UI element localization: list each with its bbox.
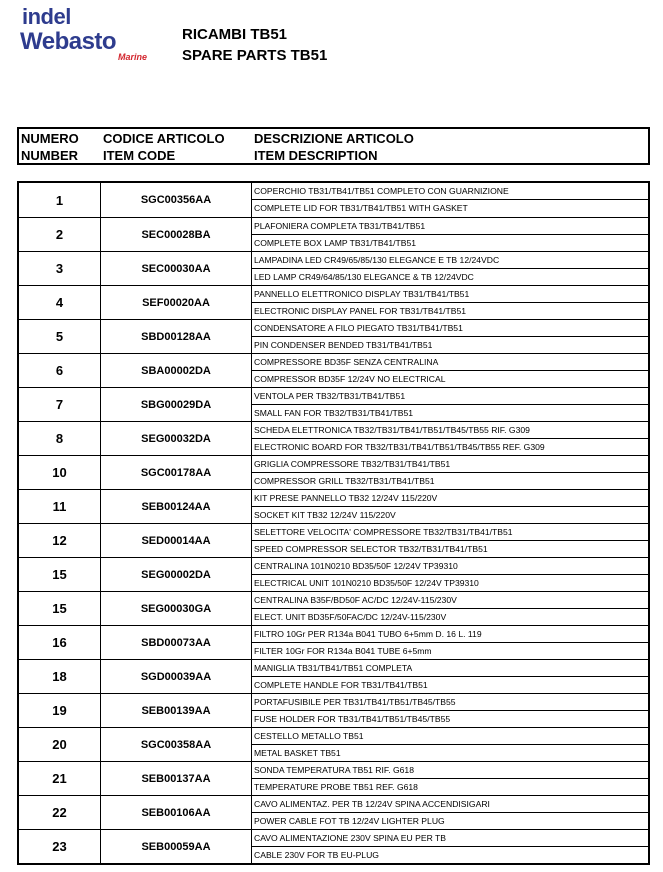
table-row [19,761,648,795]
item-code: SBA00002DA [100,354,252,387]
item-description [252,694,648,727]
description-english: ELECTRONIC BOARD FOR TB32/TB31/TB41/TB51/TB45/TB55 REF. G309 [254,442,545,452]
item-code: SEB00139AA [100,694,252,727]
part-number: 5 [55,329,64,344]
row-divider [252,506,648,507]
item-description [252,592,648,625]
description-italian: PANNELLO ELETTRONICO DISPLAY TB31/TB41/TB51 [254,289,470,299]
row-divider [252,778,648,779]
item-description [252,660,648,693]
description-italian: SELETTORE VELOCITA' COMPRESSORE TB32/TB31/TB41/TB51 [254,527,513,537]
part-number: 10 [52,465,67,480]
item-description [252,728,648,761]
item-code: SBD00073AA [100,626,252,659]
table-row [19,829,648,863]
description-italian: COPERCHIO TB31/TB41/TB51 COMPLETO CON GUARNIZIONE [254,186,509,196]
row-divider [252,404,648,405]
title-italian: RICAMBI TB51 [182,26,288,43]
item-description [252,830,648,863]
item-code: SEG00030GA [100,592,252,625]
item-description [252,183,648,217]
item-description [252,354,648,387]
description-italian: PORTAFUSIBILE PER TB31/TB41/TB51/TB45/TB55 [254,697,456,707]
part-number: 7 [55,397,64,412]
row-divider [252,199,648,200]
item-code: SGC00358AA [100,728,252,761]
item-description [252,286,648,319]
item-description [252,762,648,795]
row-divider [252,370,648,371]
description-italian: GRIGLIA COMPRESSORE TB32/TB31/TB41/TB51 [254,459,451,469]
item-code: SEB00059AA [100,830,252,863]
description-italian: CAVO ALIMENTAZ. PER TB 12/24V SPINA ACCENDISIGARI [254,799,490,809]
item-code: SEG00032DA [100,422,252,455]
row-divider [252,676,648,677]
part-number: 18 [52,669,67,684]
row-divider [252,438,648,439]
part-number: 15 [52,567,67,582]
part-number: 23 [52,839,67,854]
table-row [19,625,648,659]
part-number: 6 [55,363,64,378]
row-divider [252,608,648,609]
item-code: SEC00030AA [100,252,252,285]
item-description [252,796,648,829]
table-row [19,353,648,387]
row-divider [252,744,648,745]
description-italian: PLAFONIERA COMPLETA TB31/TB41/TB51 [254,221,426,231]
item-code: SEG00002DA [100,558,252,591]
row-divider [252,302,648,303]
logo-line1: indel [22,4,71,29]
item-description [252,456,648,489]
part-number: 15 [52,601,67,616]
part-number: 4 [55,295,64,310]
table-row [19,421,648,455]
item-description [252,422,648,455]
description-english: SPEED COMPRESSOR SELECTOR TB32/TB31/TB41/TB51 [254,544,488,554]
description-italian: SCHEDA ELETTRONICA TB32/TB31/TB41/TB51/TB45/TB55 RIF. G309 [254,425,530,435]
table-row [19,693,648,727]
item-code: SEB00124AA [100,490,252,523]
part-number: 2 [55,227,64,242]
title-english: SPARE PARTS TB51 [182,47,328,64]
item-description [252,558,648,591]
description-english: METAL BASKET TB51 [254,748,341,758]
description-italian: SONDA TEMPERATURA TB51 RIF. G618 [254,765,414,775]
description-italian: CAVO ALIMENTAZIONE 230V SPINA EU PER TB [254,833,446,843]
item-description [252,252,648,285]
header-code-it: CODICE ARTICOLO [103,131,225,146]
row-divider [252,846,648,847]
part-number: 21 [52,771,67,786]
table-row [19,217,648,251]
table-row [19,523,648,557]
item-code: SGD00039AA [100,660,252,693]
row-divider [252,234,648,235]
row-divider [252,472,648,473]
row-divider [252,642,648,643]
table-row [19,489,648,523]
description-italian: LAMPADINA LED CR49/65/85/130 ELEGANCE E TB 12/24VDC [254,255,500,265]
description-english: LED LAMP CR49/64/85/130 ELEGANCE & TB 12/24VDC [254,272,474,282]
table-row [19,659,648,693]
item-description [252,490,648,523]
item-code: SBD00128AA [100,320,252,353]
table-row [19,795,648,829]
item-description [252,524,648,557]
item-description [252,320,648,353]
row-divider [252,710,648,711]
item-code: SGC00178AA [100,456,252,489]
table-row [19,591,648,625]
description-italian: FILTRO 10Gr PER R134a B041 TUBO 6+5mm D. 16 L. 119 [254,629,482,639]
part-number: 11 [52,499,67,514]
description-english: COMPRESSOR BD35F 12/24V NO ELECTRICAL [254,374,446,384]
row-divider [252,336,648,337]
table-row [19,455,648,489]
description-english: SOCKET KIT TB32 12/24V 115/220V [254,510,396,520]
item-code: SEF00020AA [100,286,252,319]
row-divider [252,574,648,575]
description-english: COMPLETE BOX LAMP TB31/TB41/TB51 [254,238,417,248]
description-italian: CONDENSATORE A FILO PIEGATO TB31/TB41/TB51 [254,323,463,333]
item-code: SEB00137AA [100,762,252,795]
table-row [19,251,648,285]
table-row [19,319,648,353]
item-code: SEC00028BA [100,218,252,251]
description-english: COMPRESSOR GRILL TB32/TB31/TB41/TB51 [254,476,435,486]
header-desc-it: DESCRIZIONE ARTICOLO [254,131,414,146]
description-english: ELECT. UNIT BD35F/50FAC/DC 12/24V-115/230V [254,612,447,622]
column-header [17,127,650,165]
description-english: COMPLETE HANDLE FOR TB31/TB41/TB51 [254,680,428,690]
parts-table [17,181,650,865]
company-logo [20,6,155,64]
item-code: SBG00029DA [100,388,252,421]
description-italian: VENTOLA PER TB32/TB31/TB41/TB51 [254,391,406,401]
description-english: COMPLETE LID FOR TB31/TB41/TB51 WITH GASKET [254,203,468,213]
part-number: 22 [52,805,67,820]
part-number: 20 [52,737,67,752]
description-italian: MANIGLIA TB31/TB41/TB51 COMPLETA [254,663,413,673]
part-number: 8 [55,431,64,446]
description-italian: KIT PRESE PANNELLO TB32 12/24V 115/220V [254,493,438,503]
description-english: TEMPERATURE PROBE TB51 REF. G618 [254,782,418,792]
description-italian: COMPRESSORE BD35F SENZA CENTRALINA [254,357,439,367]
description-italian: CENTRALINA 101N0210 BD35/50F 12/24V TP39310 [254,561,458,571]
item-description [252,218,648,251]
row-divider [252,812,648,813]
item-code: SGC00356AA [100,183,252,217]
description-english: ELECTRONIC DISPLAY PANEL FOR TB31/TB41/TB51 [254,306,467,316]
table-row [19,727,648,761]
part-number: 16 [52,635,67,650]
header-number-it: NUMERO [21,131,79,146]
item-description [252,388,648,421]
table-row [19,387,648,421]
description-italian: CESTELLO METALLO TB51 [254,731,364,741]
table-row [19,285,648,319]
logo-line2: Webasto [20,28,117,55]
row-divider [252,540,648,541]
table-row [19,183,648,217]
row-divider [252,268,648,269]
description-italian: CENTRALINA B35F/BD50F AC/DC 12/24V-115/230V [254,595,457,605]
description-english: SMALL FAN FOR TB32/TB31/TB41/TB51 [254,408,414,418]
item-code: SED00014AA [100,524,252,557]
part-number: 12 [52,533,67,548]
description-english: FUSE HOLDER FOR TB31/TB41/TB51/TB45/TB55 [254,714,451,724]
item-code: SEB00106AA [100,796,252,829]
description-english: ELECTRICAL UNIT 101N0210 BD35/50F 12/24V TP39310 [254,578,479,588]
description-english: PIN CONDENSER BENDED TB31/TB41/TB51 [254,340,433,350]
part-number: 1 [55,192,64,208]
header-number-en: NUMBER [21,148,79,163]
description-english: CABLE 230V FOR TB EU-PLUG [254,850,379,860]
part-number: 19 [52,703,67,718]
description-english: POWER CABLE FOT TB 12/24V LIGHTER PLUG [254,816,445,826]
table-row [19,557,648,591]
item-description [252,626,648,659]
logo-sub: Marine [118,52,148,62]
header-desc-en: ITEM DESCRIPTION [254,148,378,163]
description-english: FILTER 10Gr FOR R134a B041 TUBE 6+5mm [254,646,432,656]
header-code-en: ITEM CODE [103,148,176,163]
part-number: 3 [55,261,64,276]
